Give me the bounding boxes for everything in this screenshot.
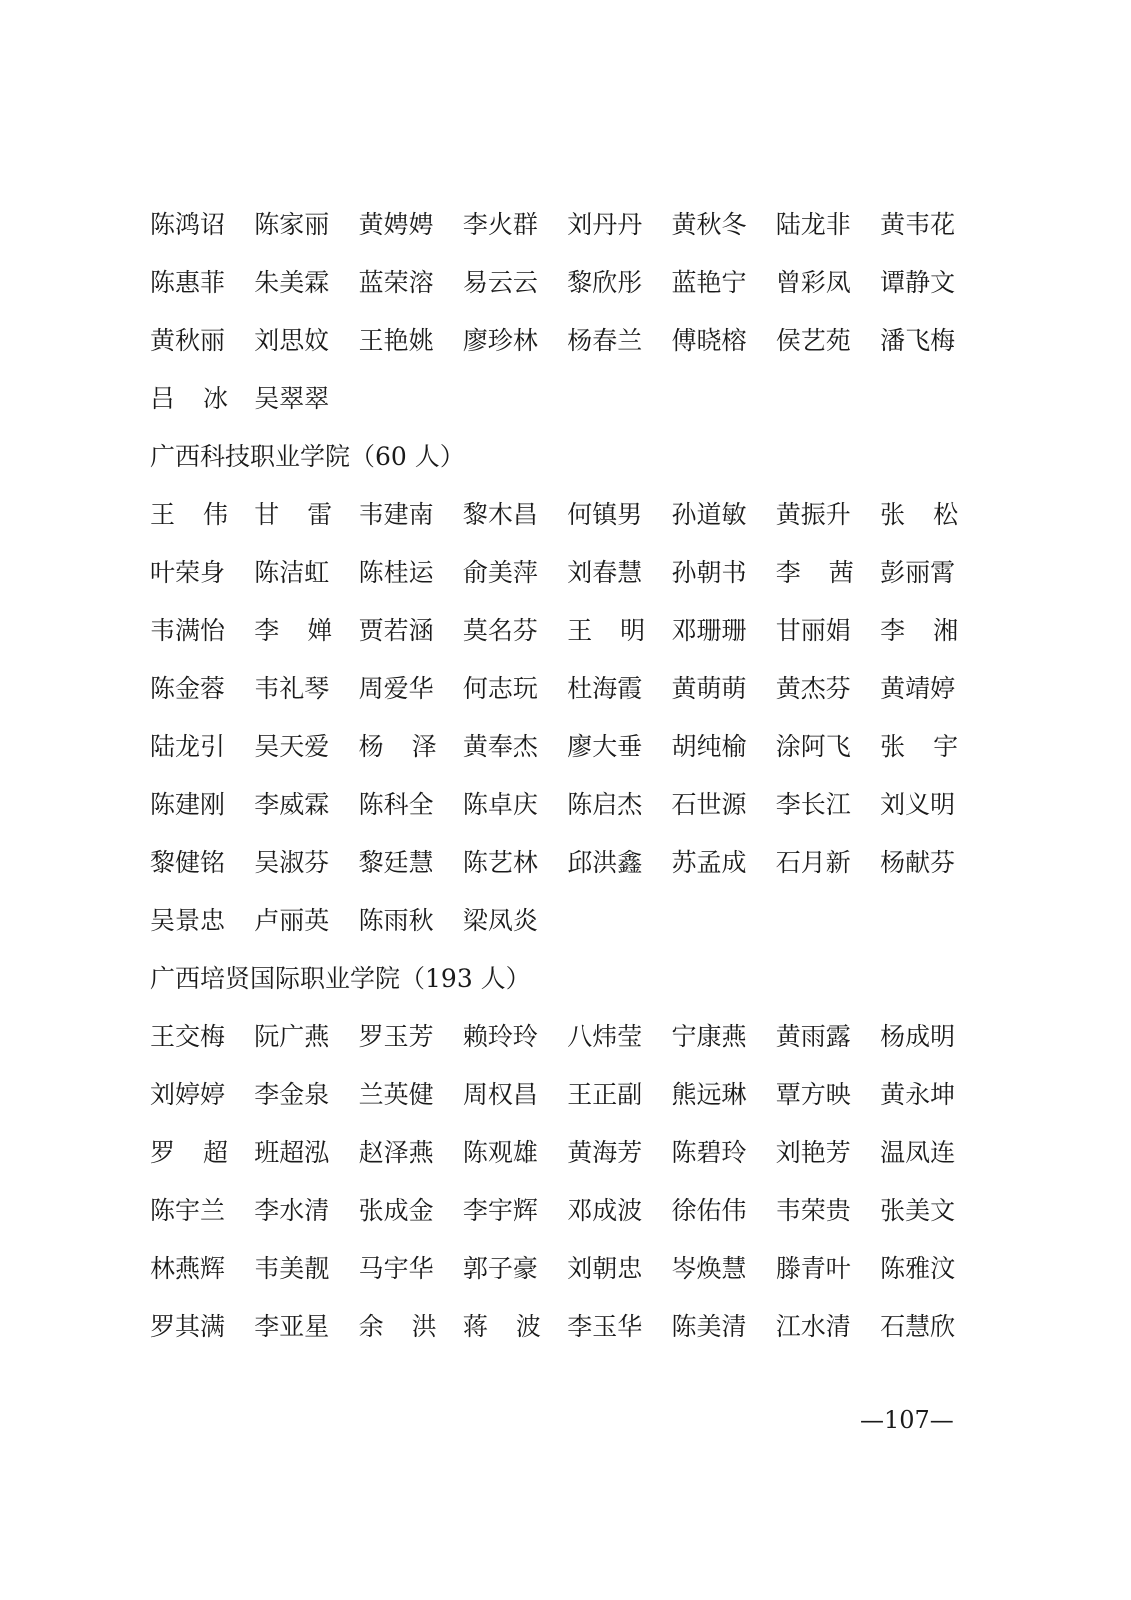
name-entry: 王交梅 xyxy=(150,1022,226,1051)
name-entry: 吴淑芬 xyxy=(254,848,330,877)
name-entry xyxy=(254,495,332,535)
page-number: —107— xyxy=(860,1406,954,1434)
name-entry xyxy=(359,1307,437,1347)
name-entry: 岑焕慧 xyxy=(671,1254,747,1283)
name-row xyxy=(150,1307,980,1347)
name-entry: 杜海霞 xyxy=(567,674,643,703)
name-entry: 黄杰芬 xyxy=(775,674,851,703)
name-entry: 韦荣贵 xyxy=(775,1196,851,1225)
name-row xyxy=(150,263,980,303)
name-entry: 兰英健 xyxy=(358,1080,434,1109)
name-char: 洪 xyxy=(411,1312,437,1341)
name-char: 甘 xyxy=(254,500,280,529)
name-row xyxy=(150,495,980,535)
name-entry: 韦满怡 xyxy=(150,616,226,645)
name-entry: 阮广燕 xyxy=(254,1022,330,1051)
name-entry: 班超泓 xyxy=(254,1138,330,1167)
name-entry: 宁康燕 xyxy=(671,1022,747,1051)
name-row xyxy=(150,1075,980,1115)
name-entry: 刘朝忠 xyxy=(567,1254,643,1283)
name-entry: 甘丽娟 xyxy=(775,616,851,645)
name-entry: 周爱华 xyxy=(358,674,434,703)
name-entry: 贾若涵 xyxy=(358,616,434,645)
name-entry: 江水清 xyxy=(775,1312,851,1341)
name-entry xyxy=(776,553,854,593)
name-entry: 曾彩凤 xyxy=(775,268,851,297)
name-entry: 韦礼琴 xyxy=(254,674,330,703)
name-char: 明 xyxy=(620,616,646,645)
name-entry: 刘丹丹 xyxy=(567,210,643,239)
name-entry: 吴景忠 xyxy=(150,906,226,935)
name-entry: 叶荣身 xyxy=(150,558,226,587)
name-entry: 陈启杰 xyxy=(567,790,643,819)
name-entry: 傅晓榕 xyxy=(671,326,747,355)
name-entry xyxy=(150,1133,228,1173)
name-row xyxy=(150,1133,980,1173)
name-entry: 李水清 xyxy=(254,1196,330,1225)
name-char: 波 xyxy=(515,1312,541,1341)
name-row xyxy=(150,611,980,651)
name-entry: 罗玉芳 xyxy=(358,1022,434,1051)
name-entry: 黄娉娉 xyxy=(358,210,434,239)
name-entry: 李宇辉 xyxy=(462,1196,538,1225)
name-char: 余 xyxy=(358,1312,384,1341)
name-entry: 陈艺林 xyxy=(462,848,538,877)
name-entry: 李长江 xyxy=(775,790,851,819)
name-entry: 黄奉杰 xyxy=(462,732,538,761)
name-row xyxy=(150,727,980,767)
name-entry xyxy=(880,495,958,535)
name-entry: 孙朝书 xyxy=(671,558,747,587)
name-entry: 赖玲玲 xyxy=(462,1022,538,1051)
name-entry: 王正副 xyxy=(567,1080,643,1109)
name-entry: 林燕辉 xyxy=(150,1254,226,1283)
name-char: 吕 xyxy=(150,384,176,413)
name-entry: 黄永坤 xyxy=(880,1080,956,1109)
name-entry: 黄秋冬 xyxy=(671,210,747,239)
name-entry: 梁凤炎 xyxy=(462,906,538,935)
name-entry: 陈桂运 xyxy=(358,558,434,587)
name-entry: 陈洁虹 xyxy=(254,558,330,587)
name-row xyxy=(150,321,980,361)
name-entry: 谭静文 xyxy=(880,268,956,297)
name-entry: 马宇华 xyxy=(358,1254,434,1283)
name-entry: 黄海芳 xyxy=(567,1138,643,1167)
name-entry: 黄韦花 xyxy=(880,210,956,239)
name-entry: 蓝艳宁 xyxy=(671,268,747,297)
name-entry: 赵泽燕 xyxy=(358,1138,434,1167)
name-entry: 黄秋丽 xyxy=(150,326,226,355)
name-entry: 陈惠菲 xyxy=(150,268,226,297)
name-char: 超 xyxy=(202,1138,228,1167)
name-entry: 胡纯榆 xyxy=(671,732,747,761)
name-entry: 周权昌 xyxy=(462,1080,538,1109)
name-char: 冰 xyxy=(202,384,228,413)
name-char: 杨 xyxy=(358,732,384,761)
name-char: 泽 xyxy=(411,732,437,761)
name-entry: 黎木昌 xyxy=(462,500,538,529)
name-char: 茜 xyxy=(828,558,854,587)
name-entry: 陈科全 xyxy=(358,790,434,819)
name-entry: 易云云 xyxy=(462,268,538,297)
section-heading: 广西培贤国际职业学院（193 人） xyxy=(150,964,531,993)
name-entry: 邱洪鑫 xyxy=(567,848,643,877)
name-entry: 邓成波 xyxy=(567,1196,643,1225)
name-entry: 李威霖 xyxy=(254,790,330,819)
name-entry: 温凤连 xyxy=(880,1138,956,1167)
name-entry: 侯艺苑 xyxy=(775,326,851,355)
name-entry: 彭丽霄 xyxy=(880,558,956,587)
name-entry: 陈美清 xyxy=(671,1312,747,1341)
name-entry: 徐佑伟 xyxy=(671,1196,747,1225)
name-char: 松 xyxy=(933,500,959,529)
name-entry: 李金泉 xyxy=(254,1080,330,1109)
name-entry: 吴天爱 xyxy=(254,732,330,761)
name-entry xyxy=(359,727,437,767)
name-entry: 黄萌萌 xyxy=(671,674,747,703)
name-entry: 何志玩 xyxy=(462,674,538,703)
name-char: 雷 xyxy=(307,500,333,529)
name-char: 罗 xyxy=(150,1138,176,1167)
name-entry: 陈家丽 xyxy=(254,210,330,239)
name-char: 王 xyxy=(150,500,176,529)
name-entry: 张美文 xyxy=(880,1196,956,1225)
name-char: 李 xyxy=(254,616,280,645)
name-entry: 邓珊珊 xyxy=(671,616,747,645)
name-entry xyxy=(567,611,645,651)
name-entry: 陈观雄 xyxy=(462,1138,538,1167)
name-entry: 蓝荣溶 xyxy=(358,268,434,297)
name-entry: 张成金 xyxy=(358,1196,434,1225)
name-entry: 黄靖婷 xyxy=(880,674,956,703)
name-entry: 黎欣彤 xyxy=(567,268,643,297)
name-entry: 黎廷慧 xyxy=(358,848,434,877)
name-entry: 涂阿飞 xyxy=(775,732,851,761)
name-entry: 朱美霖 xyxy=(254,268,330,297)
name-entry: 王艳姚 xyxy=(358,326,434,355)
name-entry: 黎健铭 xyxy=(150,848,226,877)
name-entry: 刘艳芳 xyxy=(775,1138,851,1167)
name-entry xyxy=(254,611,332,651)
name-row xyxy=(150,379,980,419)
name-entry: 陈雅汶 xyxy=(880,1254,956,1283)
name-entry xyxy=(150,379,228,419)
name-entry: 廖大垂 xyxy=(567,732,643,761)
name-char: 张 xyxy=(880,732,906,761)
name-entry: 滕青叶 xyxy=(775,1254,851,1283)
name-entry: 孙道敏 xyxy=(671,500,747,529)
name-entry: 刘义明 xyxy=(880,790,956,819)
name-char: 李 xyxy=(880,616,906,645)
name-entry: 杨献芬 xyxy=(880,848,956,877)
name-entry: 潘飞梅 xyxy=(880,326,956,355)
name-entry: 石世源 xyxy=(671,790,747,819)
name-entry: 石月新 xyxy=(775,848,851,877)
name-entry: 陈卓庆 xyxy=(462,790,538,819)
name-entry: 陈碧玲 xyxy=(671,1138,747,1167)
name-entry: 苏孟成 xyxy=(671,848,747,877)
name-row xyxy=(150,1249,980,1289)
name-entry: 覃方映 xyxy=(775,1080,851,1109)
name-char: 湘 xyxy=(933,616,959,645)
name-entry: 罗其满 xyxy=(150,1312,226,1341)
name-char: 婵 xyxy=(307,616,333,645)
name-entry: 刘婷婷 xyxy=(150,1080,226,1109)
name-row xyxy=(150,553,980,593)
name-entry: 陈雨秋 xyxy=(358,906,434,935)
name-entry xyxy=(880,611,958,651)
name-entry: 八炜莹 xyxy=(567,1022,643,1051)
name-char: 王 xyxy=(567,616,593,645)
name-entry: 刘思妏 xyxy=(254,326,330,355)
name-entry: 俞美萍 xyxy=(462,558,538,587)
name-entry: 陈金蓉 xyxy=(150,674,226,703)
name-row xyxy=(150,785,980,825)
name-entry: 熊远琳 xyxy=(671,1080,747,1109)
name-entry: 卢丽英 xyxy=(254,906,330,935)
name-entry: 廖珍林 xyxy=(462,326,538,355)
name-row xyxy=(150,901,980,941)
name-entry: 韦美靓 xyxy=(254,1254,330,1283)
name-entry: 莫名芬 xyxy=(462,616,538,645)
name-entry: 李亚星 xyxy=(254,1312,330,1341)
name-entry: 李玉华 xyxy=(567,1312,643,1341)
name-entry xyxy=(463,1307,541,1347)
name-char: 伟 xyxy=(202,500,228,529)
name-entry: 韦建南 xyxy=(358,500,434,529)
name-row xyxy=(150,843,980,883)
name-entry: 李火群 xyxy=(462,210,538,239)
name-entry: 陆龙非 xyxy=(775,210,851,239)
name-char: 李 xyxy=(775,558,801,587)
name-entry: 陈建刚 xyxy=(150,790,226,819)
name-entry: 石慧欣 xyxy=(880,1312,956,1341)
name-char: 宇 xyxy=(933,732,959,761)
name-entry: 黄振升 xyxy=(775,500,851,529)
name-char: 张 xyxy=(880,500,906,529)
name-entry: 杨成明 xyxy=(880,1022,956,1051)
name-entry: 黄雨露 xyxy=(775,1022,851,1051)
name-row xyxy=(150,1191,980,1231)
name-char: 蒋 xyxy=(462,1312,488,1341)
name-row xyxy=(150,1017,980,1057)
name-entry: 何镇男 xyxy=(567,500,643,529)
name-entry: 刘春慧 xyxy=(567,558,643,587)
name-entry: 郭子豪 xyxy=(462,1254,538,1283)
name-row xyxy=(150,205,980,245)
name-entry: 陆龙引 xyxy=(150,732,226,761)
name-entry: 陈宇兰 xyxy=(150,1196,226,1225)
name-entry xyxy=(150,495,228,535)
name-entry: 陈鸿诏 xyxy=(150,210,226,239)
name-row xyxy=(150,669,980,709)
name-entry: 杨春兰 xyxy=(567,326,643,355)
name-entry xyxy=(880,727,958,767)
name-entry: 吴翠翠 xyxy=(254,384,330,413)
section-heading: 广西科技职业学院（60 人） xyxy=(150,442,465,471)
